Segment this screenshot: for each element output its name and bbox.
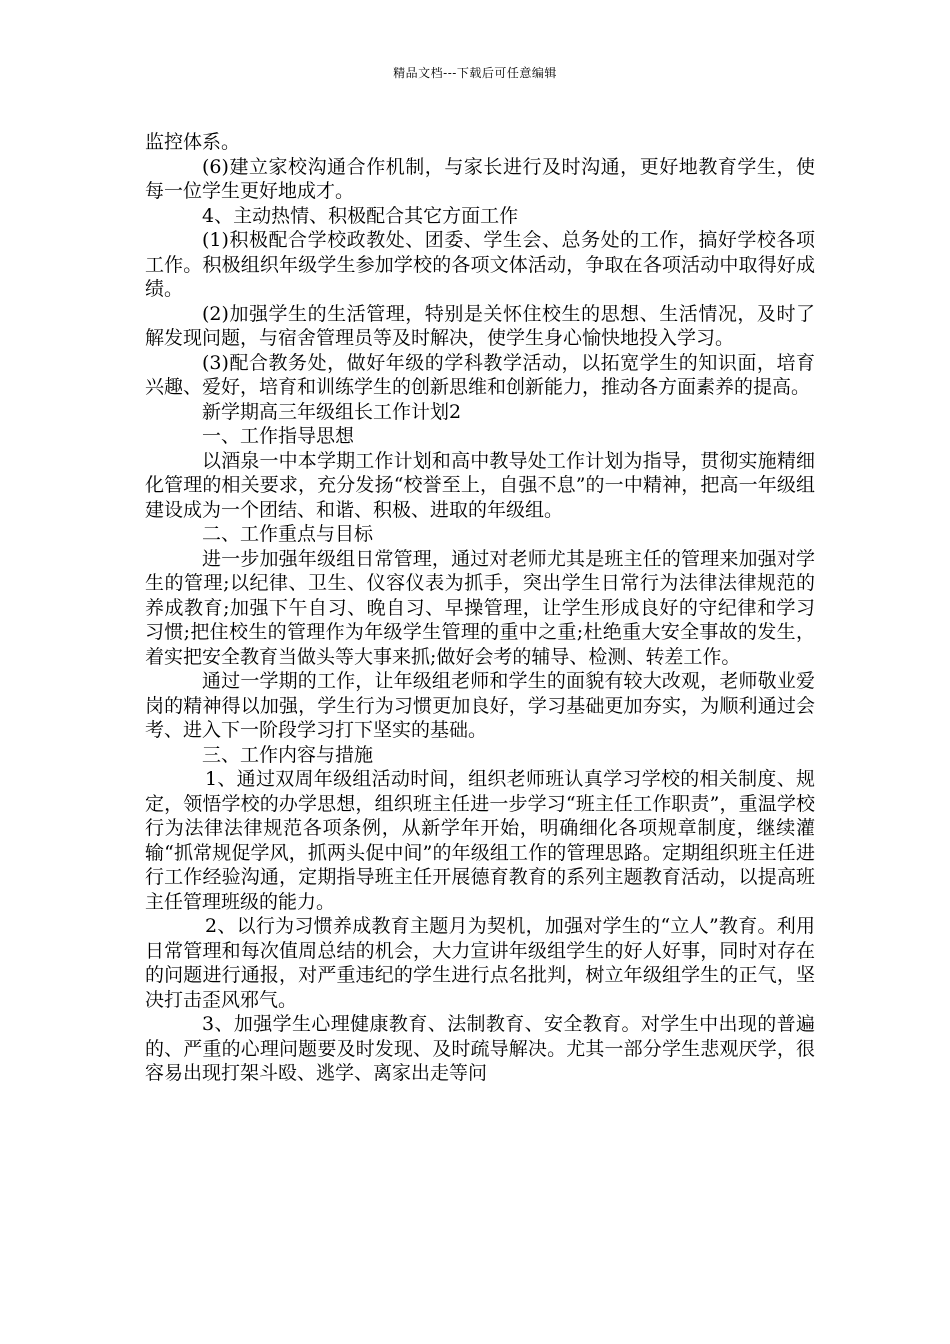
section-heading: 一、工作指导思想 bbox=[202, 425, 355, 447]
document-title: 新学期高三年级组长工作计划2 bbox=[202, 400, 462, 423]
paragraph: (1)积极配合学校政教处、团委、学生会、总务处的工作，搞好学校各项工作。积极组织年级学生参加学校的各项文体活动，争取在各项活动中取得好成绩。 bbox=[145, 229, 815, 300]
paragraph: 2、以行为习惯养成教育主题月为契机，加强对学生的“立人”教育。利用日常管理和每次值周总结的机会，大力宣讲年级组学生的好人好事，同时对存在的问题进行通报，对严重违纪的学生进行点名批判，树立年级组学生的正气，坚决打击歪风邪气。 bbox=[145, 915, 815, 1011]
paragraph: 监控体系。 bbox=[145, 131, 241, 153]
section-heading: 二、工作重点与目标 bbox=[202, 523, 374, 545]
page-header: 精品文档---下载后可任意编辑 bbox=[393, 66, 557, 80]
paragraph: 3、加强学生心理健康教育、法制教育、安全教育。对学生中出现的普遍的、严重的心理问题要及时发现、及时疏导解决。尤其一部分学生悲观厌学，很容易出现打架斗殴、逃学、离家出走等问 bbox=[145, 1013, 815, 1084]
paragraph: 通过一学期的工作，让年级组老师和学生的面貌有较大改观，老师敬业爱岗的精神得以加强，学生行为习惯更加良好，学习基础更加夯实，为顺利通过会考、进入下一阶段学习打下坚实的基础。 bbox=[145, 670, 815, 741]
section-heading: 4、主动热情、积极配合其它方面工作 bbox=[202, 204, 519, 227]
paragraph: (6)建立家校沟通合作机制，与家长进行及时沟通，更好地教育学生，使每一位学生更好地成才。 bbox=[145, 155, 815, 202]
paragraph: (3)配合教务处，做好年级的学科教学活动，以拓宽学生的知识面，培育兴趣、爱好，培育和训练学生的创新思维和创新能力，推动各方面素养的提高。 bbox=[145, 351, 815, 398]
paragraph: (2)加强学生的生活管理，特别是关怀住校生的思想、生活情况，及时了解发现问题，与宿舍管理员等及时解决，使学生身心愉快地投入学习。 bbox=[145, 302, 815, 349]
paragraph: 进一步加强年级组日常管理，通过对老师尤其是班主任的管理来加强对学生的管理;以纪律、卫生、仪容仪表为抓手，突出学生日常行为法律法律规范的养成教育;加强下午自习、晚自习、早操管理，让学生形成良好的守纪律和学习习惯;把住校生的管理作为年级学生管理的重中之重;杜绝重大安全事故的发生，着实把安全教育当做头等大事来抓;做好会考的辅导、检测、转差工作。 bbox=[145, 547, 815, 668]
paragraph: 以酒泉一中本学期工作计划和高中教导处工作计划为指导，贯彻实施精细化管理的相关要求，充分发扬“校誉至上，自强不息”的一中精神，把高一年级组建设成为一个团结、和谐、积极、进取的年级组。 bbox=[145, 449, 815, 521]
section-heading: 三、工作内容与措施 bbox=[202, 743, 374, 766]
document-body bbox=[145, 130, 815, 1086]
paragraph: 1、通过双周年级组活动时间，组织老师班认真学习学校的相关制度、规定，领悟学校的办学思想，组织班主任进一步学习“班主任工作职责”，重温学校行为法律法律规范各项条例，从新学年开始，明确细化各项规章制度，继续灌输“抓常规促学风，抓两头促中间”的年级组工作的管理思路。定期组织班主任进行工作经验沟通，定期指导班主任开展德育教育的系列主题教育活动，以提高班主任管理班级的能力。 bbox=[145, 768, 815, 913]
